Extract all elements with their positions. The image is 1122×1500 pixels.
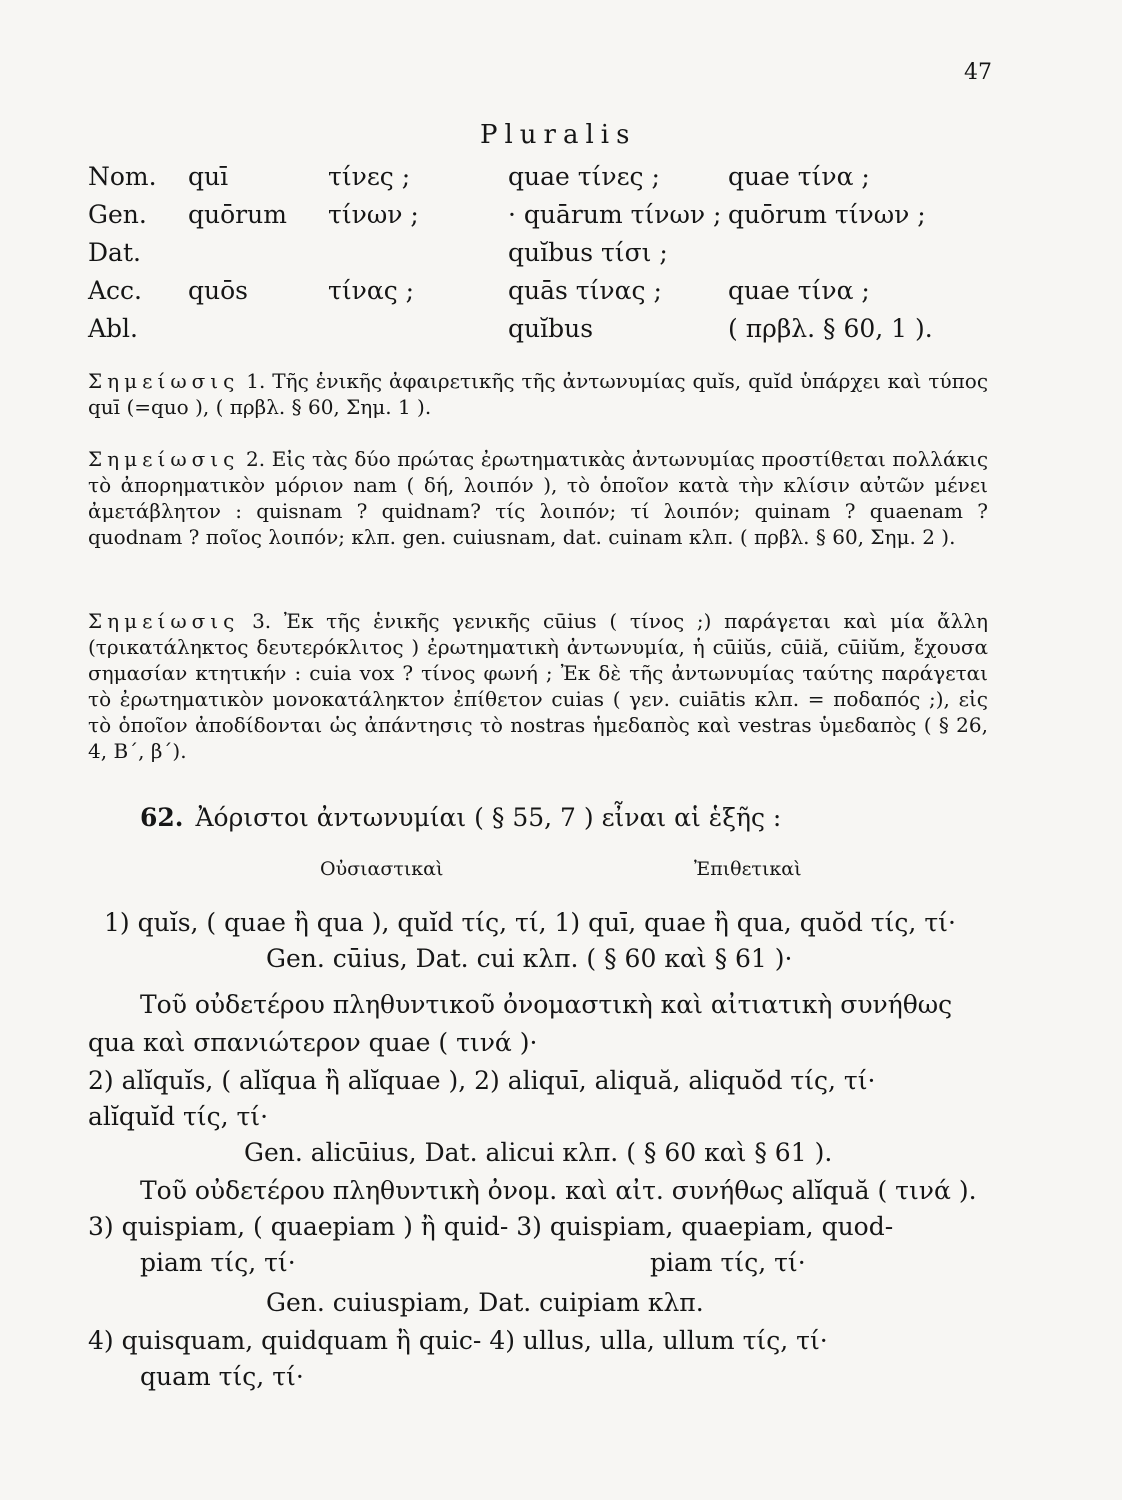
section-number: 62. <box>140 803 184 832</box>
entry-line: 2) alĭquĭs, ( alĭqua ἢ alĭquae ), 2) aliquī, aliquă, aliquŏd τίς, τί· <box>88 1066 876 1095</box>
entry-line: alĭquĭd τίς, τί· <box>88 1102 269 1131</box>
case-label: Dat. <box>88 238 141 267</box>
entry-line: Gen. cuiuspiam, Dat. cuipiam κλπ. <box>266 1288 704 1317</box>
column-heading-adjectival: Ἐπιθετικαὶ <box>694 858 802 880</box>
neut-form: ( πρβλ. § 60, 1 ). <box>728 314 933 343</box>
case-label: Acc. <box>88 276 143 305</box>
neut-form: quae τίνα ; <box>728 162 870 191</box>
section-title-text: Ἀόριστοι ἀντωνυμίαι ( § 55, 7 ) εἶναι αἱ ἑξῆς : <box>195 803 782 832</box>
masc-greek: τίνας ; <box>328 276 415 305</box>
note-2 <box>88 446 988 550</box>
masc-greek: τίνες ; <box>328 162 411 191</box>
note-3 <box>88 608 988 764</box>
declension-table <box>88 162 988 352</box>
fem-form: quĭbus τίσι ; <box>508 238 668 267</box>
entry-line: quam τίς, τί· <box>140 1362 304 1391</box>
note-text: Ἐκ τῆς ἑνικῆς γενικῆς cūius ( τίνος ;) παράγεται καὶ μία ἄλλη (τρικατάληκτος δευτερόκλιτος ) ἐρωτηματικὴ ἀντωνυμία, ἡ cūiŭs, cūiă, cūiŭm, ἔχουσα σημασίαν κτητικήν : cuia vox ? τίνος φωνή ; Ἐκ δὲ τῆς ἀντωνυμίας ταύτης παράγεται τὸ ἐρωτηματικὸν μονοκατάληκτον ἐπίθετον cuias ( γεν. cuiātis κλπ. = ποδαπός ;), εἰς τὸ ὁποῖον ἀποδίδονται ὡς ἀπάντησις τὸ nostras ἡμεδαπὸς καὶ vestras ὑμεδαπὸς ( § 26, 4, Β΄, β΄). <box>88 609 989 763</box>
note-text: Εἰς τὰς δύο πρώτας ἐρωτηματικὰς ἀντωνυμίας προστίθεται πολλάκις τὸ ἀπορηματικὸν μόριον nam ( δή, λοιπόν ), τὸ ὁποῖον κατὰ τὴν κλίσιν αὐτῶν μένει ἀμετάβλητον : quisnam ? quidnam? τίς λοιπόν; τί λοιπόν; quinam ? quaenam ? quodnam ? ποῖος λοιπόν; κλπ. gen. cuiusnam, dat. cuinam κλπ. ( πρβλ. § 60, Σημ. 2 ). <box>88 447 989 549</box>
masc-greek: τίνων ; <box>328 200 419 229</box>
declension-row-gen <box>88 200 988 238</box>
fem-form: quĭbus <box>508 314 594 343</box>
note-number: 2. <box>245 447 266 471</box>
section-62-title <box>140 803 781 832</box>
case-label: Abl. <box>88 314 138 343</box>
case-label: Nom. <box>88 162 157 191</box>
entry-line: Τοῦ οὐδετέρου πληθυντικοῦ ὀνομαστικὴ καὶ αἰτιατικὴ συνήθως <box>140 990 953 1019</box>
entry-line: qua καὶ σπανιώτερον quae ( τινά )· <box>88 1028 538 1057</box>
fem-form: · quārum τίνων ; <box>508 200 722 229</box>
note-1 <box>88 368 988 420</box>
entry-line: piam τίς, τί· <box>650 1248 806 1277</box>
masc-form: quī <box>188 162 229 191</box>
note-number: 3. <box>252 609 272 633</box>
section-heading-pluralis: Pluralis <box>480 120 637 150</box>
note-number: 1. <box>246 369 266 393</box>
declension-row-abl <box>88 314 988 352</box>
entry-line: 3) quispiam, ( quaepiam ) ἢ quid- 3) quispiam, quaepiam, quod- <box>88 1212 894 1241</box>
entry-line: Gen. cūius, Dat. cui κλπ. ( § 60 καὶ § 61 )· <box>266 944 793 973</box>
entry-line: Gen. alicūius, Dat. alicui κλπ. ( § 60 καὶ § 61 ). <box>244 1138 833 1167</box>
fem-form: quae τίνες ; <box>508 162 660 191</box>
neut-form: quae τίνα ; <box>728 276 870 305</box>
note-label: Σημείωσις <box>88 447 240 471</box>
column-heading-substantive: Οὐσιαστικαὶ <box>320 858 444 880</box>
entry-line: piam τίς, τί· <box>140 1248 296 1277</box>
masc-form: quōs <box>188 276 248 305</box>
note-text: Τῆς ἑνικῆς ἀφαιρετικῆς τῆς ἀντωνυμίας quĭs, quĭd ὑπάρχει καὶ τύπος quī (=quo ), ( πρβλ. § 60, Σημ. 1 ). <box>88 369 989 419</box>
neut-form: quōrum τίνων ; <box>728 200 926 229</box>
case-label: Gen. <box>88 200 147 229</box>
entry-line: 4) quisquam, quidquam ἢ quic- 4) ullus, ulla, ullum τίς, τί· <box>88 1326 828 1355</box>
note-label: Σημείωσις <box>88 369 240 393</box>
entry-line: Τοῦ οὐδετέρου πληθυντικὴ ὀνομ. καὶ αἰτ. συνήθως alĭquă ( τινά ). <box>140 1176 977 1205</box>
declension-row-acc <box>88 276 988 314</box>
fem-form: quās τίνας ; <box>508 276 662 305</box>
page-number: 47 <box>964 60 992 85</box>
declension-row-dat <box>88 238 988 276</box>
note-label: Σημείωσις <box>88 609 240 633</box>
entry-line: 1) quĭs, ( quae ἢ qua ), quĭd τίς, τί, 1) quī, quae ἢ qua, quŏd τίς, τί· <box>104 908 956 937</box>
declension-row-nom <box>88 162 988 200</box>
masc-form: quōrum <box>188 200 287 229</box>
